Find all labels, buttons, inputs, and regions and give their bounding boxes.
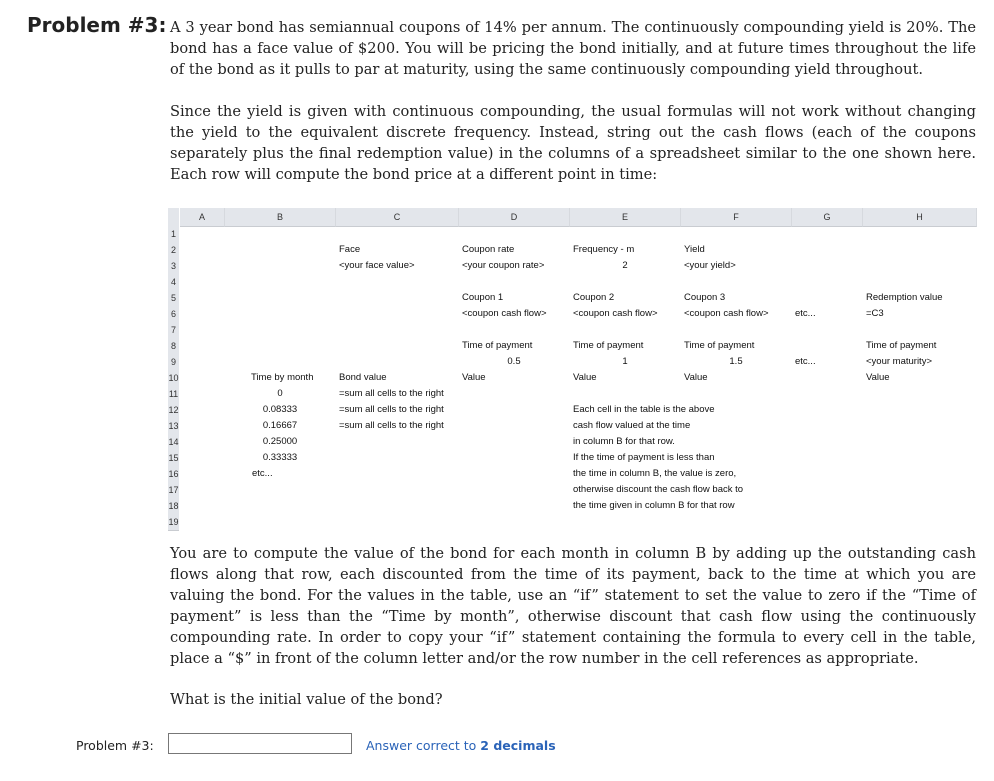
note-line-4: If the time of payment is less than [573,452,715,463]
note-line-1: Each cell in the table is the above [573,404,715,415]
problem-heading: Problem #3: [27,13,167,37]
note-line-2: cash flow valued at the time [573,420,691,431]
cell-g6: etc... [795,308,816,319]
cell-b10: Time by month [251,372,314,383]
cell-d9: 0.5 [507,356,521,367]
cell-e9: 1 [622,356,628,367]
cell-b11: 0 [277,388,283,399]
row-header-8: 8 [168,338,179,355]
cell-h5: Redemption value [866,292,943,303]
row-header-9: 9 [168,354,179,371]
cell-h10: Value [866,372,890,383]
col-header-h: H [863,208,977,227]
cell-f10: Value [684,372,708,383]
cell-e2: Frequency - m [573,244,635,255]
row-header-10: 10 [168,370,179,387]
note-line-3: in column B for that row. [573,436,675,447]
cell-b13: 0.16667 [262,420,298,431]
answer-label: Problem #3: [76,738,154,753]
cell-c2: Face [339,244,361,255]
row-header-16: 16 [168,466,179,483]
cell-b14: 0.25000 [262,436,298,447]
cell-f2: Yield [684,244,705,255]
cell-b15: 0.33333 [262,452,298,463]
cell-d6: <coupon cash flow> [462,308,547,319]
problem-paragraph-1: A 3 year bond has semiannual coupons of 14% per annum. The continuously compounding yield is 20%. The bond has a face value of $200. You will be pricing the bond initially, and at future times throughout the life of the bond as it pulls to par at maturity, using the same continuously compounding yield throughout. [170,19,976,78]
answer-hint-decimals: 2 decimals [480,738,556,753]
cell-e5: Coupon 2 [573,292,615,303]
row-header-2: 2 [168,242,179,259]
col-header-f: F [681,208,792,227]
cell-h8: Time of payment [866,340,937,351]
row-header-19: 19 [168,514,179,531]
row-header-13: 13 [168,418,179,435]
cell-d8: Time of payment [462,340,533,351]
answer-row [0,733,994,757]
problem-question: What is the initial value of the bond? [170,691,443,708]
answer-input[interactable] [168,733,352,754]
cell-d5: Coupon 1 [462,292,504,303]
cell-f5: Coupon 3 [684,292,726,303]
cell-f6: <coupon cash flow> [684,308,769,319]
note-line-5: the time in column B, the value is zero, [573,468,737,479]
row-header-4: 4 [168,274,179,291]
cell-c3: <your face value> [339,260,415,271]
problem-paragraph-2: Since the yield is given with continuous compounding, the usual formulas will not work without changing the yield to the equivalent discrete frequency. Instead, string out the cash flows (each of the coupons separately plus the final redemption value) in the columns of a spreadsheet similar to the one shown here. Each row will compute the bond price at a different point in time: [170,103,976,183]
row-header-17: 17 [168,482,179,499]
problem-paragraph-3: You are to compute the value of the bond for each month in column B by adding up the outstanding cash flows along that row, each discounted from the time of its payment, back to the time at which you are valuing the bond. For the values in the table, use an “if” statement to set the value to zero if the “Time of payment” is less than the “Time by month”, otherwise discount that cash flow using the continuously compounding rate. In order to copy your “if” statement containing the formula to every cell in the table, place a “$” in front of the column letter and/or the row number in the cell references as appropriate. [170,545,976,667]
cell-d2: Coupon rate [462,244,515,255]
row-header-12: 12 [168,402,179,419]
row-header-18: 18 [168,498,179,515]
row-header-7: 7 [168,322,179,339]
row-header-1: 1 [168,226,179,243]
cell-b16: etc... [252,468,273,479]
cell-d3: <your coupon rate> [462,260,545,271]
answer-hint-prefix: Answer correct to [366,738,481,753]
row-header-11: 11 [168,386,179,403]
cell-g9: etc... [795,356,816,367]
note-line-7: the time given in column B for that row [573,500,735,511]
row-header-14: 14 [168,434,179,451]
col-header-a: A [180,208,225,227]
cell-e8: Time of payment [573,340,644,351]
cell-e3: 2 [622,260,628,271]
answer-hint [366,738,556,753]
cell-f8: Time of payment [684,340,755,351]
col-header-e: E [570,208,681,227]
col-header-g: G [792,208,863,227]
cell-h6: =C3 [866,308,884,319]
cell-d10: Value [462,372,486,383]
cell-c11: =sum all cells to the right [339,388,444,399]
cell-c10: Bond value [339,372,387,383]
col-header-d: D [459,208,570,227]
cell-c12: =sum all cells to the right [339,404,444,415]
corner-cell [168,208,179,227]
row-header-5: 5 [168,290,179,307]
cell-e10: Value [573,372,597,383]
col-header-c: C [336,208,459,227]
col-header-b: B [225,208,336,227]
cell-e6: <coupon cash flow> [573,308,658,319]
spreadsheet-image [168,208,976,527]
row-header-6: 6 [168,306,179,323]
cell-b12: 0.08333 [262,404,298,415]
cell-c13: =sum all cells to the right [339,420,444,431]
row-header-3: 3 [168,258,179,275]
cell-f3: <your yield> [684,260,736,271]
note-line-6: otherwise discount the cash flow back to [573,484,744,495]
cell-f9: 1.5 [729,356,743,367]
row-header-15: 15 [168,450,179,467]
cell-h9: <your maturity> [866,356,932,367]
